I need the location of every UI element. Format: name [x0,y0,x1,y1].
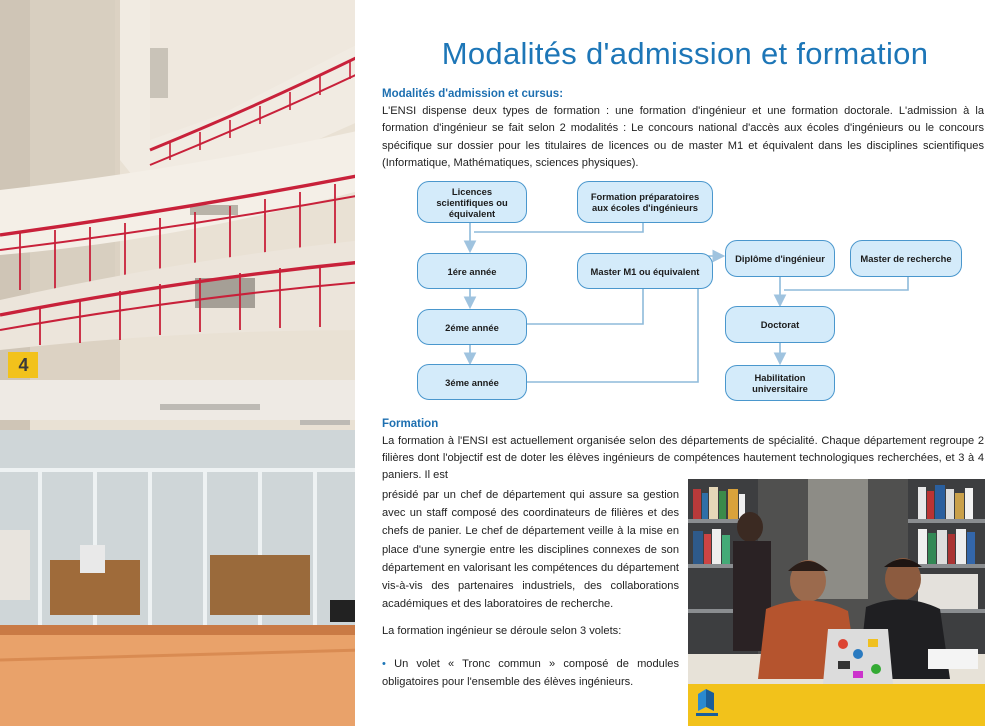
bullet-tronc-commun-text: Un volet « Tronc commun » composé de modules obligatoires pour l'ensemble des élèves ingénieurs. [382,658,679,689]
page-number-badge: 4 [8,352,38,378]
formation-intro-text: La formation à l'ENSI est actuellement organisée selon des départements de spécialité. Chaque département regroupe 2 filières dont l'objectif est de doter les élèves ingénieurs de compétences hautement technologiques recherchées, et 3 à 4 paniers. Il est [382,435,984,482]
formation-body-paragraph: présidé par un chef de département qui assure sa gestion avec un staff composé des coordinateurs de filières et des chefs de panier. Le chef de département veille à la mise en place d'une synergie entre les disciplines connexes de son département en valorisant les compétences du département vis-à-vis des partenaires industriels, des collaborations académiques et des laboratoires de recherche. [382,489,679,611]
volets-intro: La formation ingénieur se déroule selon 3 volets: [382,625,622,637]
page-title: Modalités d'admission et formation [441,36,929,71]
formation-intro-paragraph [382,433,984,485]
node-master-recherche: Master de recherche [850,240,962,277]
node-habilitation: Habilitation universitaire [725,365,835,401]
section-heading-formation: Formation [382,418,439,430]
node-annee-1: 1ére année [417,253,527,289]
admission-text: L'ENSI dispense deux types de formation : une formation d'ingénieur et une formation doctorale. L'admission à la formation d'ingénieur se fait selon 2 modalités : Le concours national d'accès aux écoles d'ingénieurs ou le concours spécifique sur dossier pour les titulaires de licences ou de master M1 et équivalent dans les disciplines scientifiques (Informatique, Mathématiques, sciences physiques). [382,105,984,169]
section-heading-admission: Modalités d'admission et cursus: [382,88,564,100]
library-photo [688,479,985,726]
admission-flowchart [380,176,990,406]
node-diplome-ingenieur: Diplôme d'ingénieur [725,240,835,277]
bullet-tronc-commun [382,655,679,691]
node-annee-2: 2éme année [417,309,527,345]
node-annee-3: 3éme année [417,364,527,400]
node-doctorat: Doctorat [725,306,835,343]
node-formation-preparatoires: Formation préparatoires aux écoles d'ingénieurs [577,181,713,223]
library-illustration [688,479,985,726]
atrium-illustration [0,0,362,726]
atrium-photo [0,0,362,726]
node-licences: Licences scientifiques ou équivalent [417,181,527,223]
admission-paragraph [382,103,984,172]
bullet-icon: • [382,658,386,670]
node-master-m1: Master M1 ou équivalent [577,253,713,289]
